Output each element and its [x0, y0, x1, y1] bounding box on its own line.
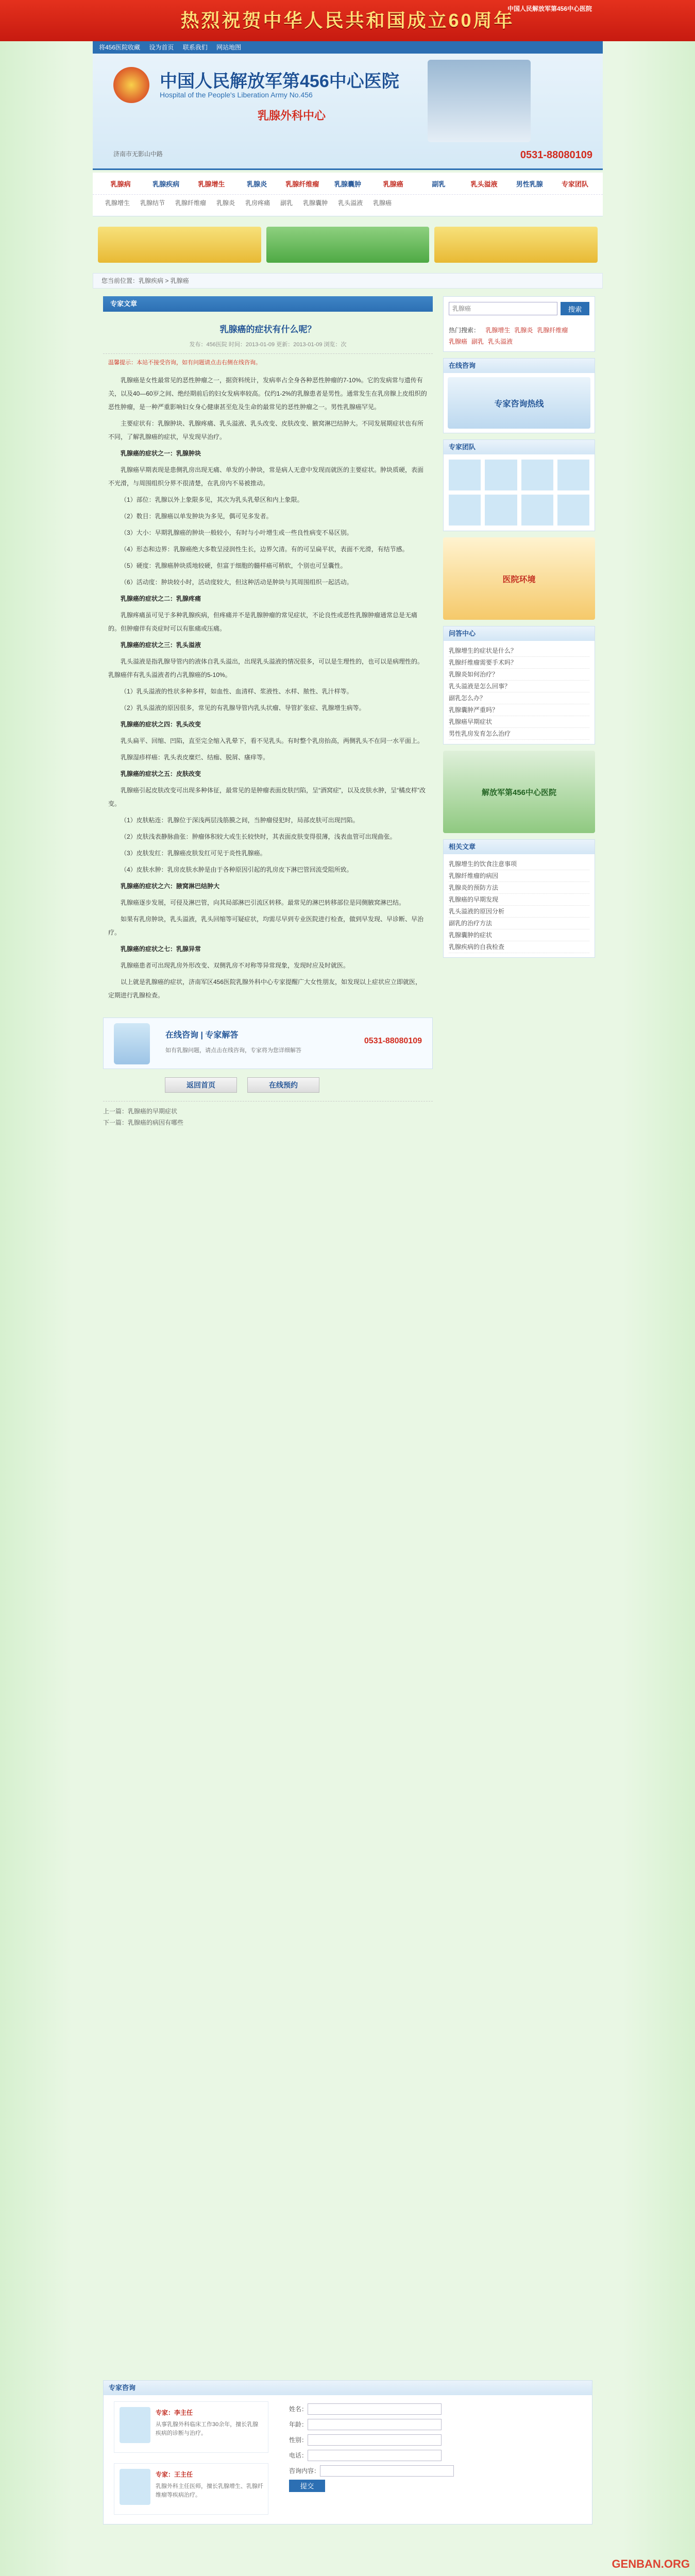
ad-banner-1[interactable] — [98, 227, 261, 263]
article-paragraph: 乳头扁平、回缩、凹陷，直至完全缩入乳晕下，看不见乳头。有时整个乳房抬高，两侧乳头不在同一水平面上。 — [121, 737, 424, 744]
expert-avatar[interactable] — [521, 495, 553, 526]
menu-item[interactable]: 乳头溢液 — [470, 180, 498, 188]
submenu-item[interactable]: 乳腺纤维瘤 — [175, 199, 207, 207]
hot-label: 热门搜索： — [449, 327, 480, 334]
related-title: 相关文章 — [444, 840, 595, 854]
submenu-item[interactable]: 乳房疼痛 — [245, 199, 270, 207]
article-paragraph: （2）数目：乳腺癌以单发肿块为多见，偶可见多发者。 — [121, 513, 273, 520]
related-article[interactable]: 乳腺增生的饮食注意事项 — [449, 858, 589, 870]
qa-item[interactable]: 乳头溢液是怎么回事？ — [449, 681, 589, 692]
next-article-link[interactable]: 下一篇：乳腺癌的病因有哪些 — [103, 1119, 184, 1126]
ad-banner-3[interactable] — [434, 227, 598, 263]
consult-form — [289, 2401, 578, 2494]
menu-item[interactable]: 乳腺炎 — [247, 180, 267, 188]
qa-item[interactable]: 男性乳房发育怎么治疗 — [449, 728, 589, 740]
related-article[interactable]: 乳腺疾病的自我检查 — [449, 941, 589, 953]
qa-item[interactable]: 乳腺增生的症状是什么？ — [449, 645, 589, 657]
header-photo — [428, 60, 531, 142]
expert-name: 专家：李主任 — [156, 2409, 193, 2416]
promo-hotline-text: 专家咨询热线 — [494, 399, 544, 409]
form-label-name: 姓名： — [289, 2405, 308, 2413]
prev-next — [103, 1101, 433, 1128]
related-box — [443, 839, 595, 958]
menu-item[interactable]: 男性乳腺 — [516, 180, 543, 188]
header-address: 济南市无影山中路 — [113, 150, 163, 158]
section-heading: 乳腺癌的症状之六：腋窝淋巴结肿大 — [121, 883, 220, 890]
article-body — [103, 374, 433, 1002]
search-input[interactable] — [449, 302, 557, 315]
article-paragraph: （2）皮肤浅表静脉曲张：肿瘤体积较大或生长较快时，其表面皮肤变得很薄，浅表血管可出现曲张。 — [121, 833, 396, 840]
consult-phone: 0531-88080109 — [364, 1037, 422, 1045]
department-name: 乳腺外科中心 — [258, 109, 326, 122]
form-label-age: 年龄： — [289, 2421, 308, 2428]
article-paragraph: （4）形态和边界：乳腺癌绝大多数呈浸润性生长，边界欠清。有的可呈扁平状，表面不光滑，有结节感。 — [121, 546, 409, 553]
toplink-contact[interactable]: 联系我们 — [182, 44, 208, 51]
expert-avatar — [120, 2469, 150, 2505]
form-label-content: 咨询内容： — [289, 2467, 320, 2475]
submenu-item[interactable]: 乳腺炎 — [216, 199, 235, 207]
hospital-logo[interactable] — [113, 67, 149, 103]
menu-item[interactable]: 乳腺病 — [110, 180, 131, 188]
article-paragraph: 乳腺湿疹样癌：乳头表皮糜烂、结痂、脱屑、瘙痒等。 — [121, 754, 269, 761]
expert-avatar[interactable] — [449, 495, 481, 526]
main-menu-row — [93, 173, 603, 194]
hospital-name: 中国人民解放军第456中心医院 — [160, 72, 399, 91]
promo-environment[interactable] — [443, 537, 595, 620]
menu-item[interactable]: 乳腺增生 — [198, 180, 225, 188]
site-watermark: GENBAN.ORG — [612, 2557, 690, 2570]
article-paragraph: （1）部位：乳腺以外上象限多见，其次为乳头乳晕区和内上象限。 — [121, 496, 303, 503]
section-heading: 乳腺癌的症状之一：乳腺肿块 — [121, 450, 201, 457]
qa-box — [443, 626, 595, 744]
section-heading: 乳腺癌的症状之四：乳头改变 — [121, 721, 201, 728]
hot-keyword[interactable]: 乳腺增生 — [485, 327, 511, 334]
article-paragraph: （5）硬度：乳腺癌肿块质地较硬，但富于细胞的髓样癌可稍软，个别也可呈囊性。 — [121, 562, 347, 569]
toplink-homepage[interactable]: 设为首页 — [149, 44, 174, 51]
qa-title: 问答中心 — [444, 626, 595, 641]
banner-slogan: 热烈祝贺中华人民共和国成立60周年 — [180, 10, 515, 31]
back-home-button[interactable]: 返回首页 — [165, 1077, 237, 1093]
menu-item[interactable]: 专家团队 — [561, 180, 588, 188]
top-banner — [0, 0, 695, 41]
toplink-sitemap[interactable]: 网站地图 — [216, 44, 242, 51]
article-paragraph: （2）乳头溢液的原因很多，常见的有乳腺导管内乳头状瘤、导管扩张症、乳腺增生病等。 — [121, 704, 365, 711]
expert-desc: 乳腺外科主任医师，擅长乳腺增生、乳腺纤维瘤等疾病治疗。 — [156, 2483, 263, 2498]
submenu-item[interactable]: 乳腺结节 — [140, 199, 165, 207]
qa-item[interactable]: 乳腺炎如何治疗？ — [449, 669, 589, 681]
article-meta: 发布：456医院 时间：2013-01-09 更新：2013-01-09 浏览：次 — [103, 340, 433, 354]
article-paragraph: （3）皮肤发红：乳腺癌皮肤发红可见于炎性乳腺癌。 — [121, 850, 266, 857]
article-paragraph: 以上就是乳腺癌的症状，济南军区456医院乳腺外科中心专家提醒广大女性朋友，如发现以上症状应立即就医，定期进行乳腺检查。 — [108, 978, 422, 999]
expert-card-1[interactable] — [114, 2401, 268, 2453]
consult-title[interactable]: 在线咨询 | 专家解答 — [165, 1031, 239, 1040]
submenu-item[interactable]: 乳腺癌 — [373, 199, 392, 207]
toplink-favorite[interactable]: 将456医院收藏 — [99, 44, 141, 51]
expert-box — [443, 439, 595, 531]
nav-buttons — [103, 1077, 433, 1093]
qa-item[interactable]: 乳腺癌早期症状 — [449, 716, 589, 728]
article-paragraph: 乳头溢液是指乳腺导管内的液体自乳头溢出，出现乳头溢液的情况很多，可以是生理性的，也可以是病理性的。乳腺癌伴有乳头溢液者约占乳腺癌的5-10%。 — [108, 658, 424, 679]
expert-avatar[interactable] — [557, 460, 589, 490]
expert-avatar[interactable] — [485, 460, 517, 490]
article-paragraph: （6）活动度：肿块较小时，活动度较大，但这种活动是肿块与其周围组织一起活动。 — [121, 579, 353, 586]
submenu-item[interactable]: 乳腺增生 — [105, 199, 130, 207]
article-paragraph: （3）大小：早期乳腺癌的肿块一般较小，有时与小叶增生或一些良性病变不易区别。 — [121, 529, 353, 536]
expert-name: 专家：王主任 — [156, 2471, 193, 2478]
chat-title: 专家咨询 — [104, 2381, 592, 2395]
section-heading: 乳腺癌的症状之七：乳腺异常 — [121, 945, 201, 953]
section-heading: 乳腺癌的症状之三：乳头溢液 — [121, 641, 201, 649]
article-paragraph: （1）皮肤粘连：乳腺位于深浅两层浅筋膜之间，当肿瘤侵犯时，局部皮肤可出现凹陷。 — [121, 817, 359, 824]
related-article[interactable]: 乳腺纤维瘤的病因 — [449, 870, 589, 882]
form-label-gender: 性别： — [289, 2436, 308, 2444]
hot-keywords — [444, 320, 595, 351]
site-header — [93, 41, 603, 170]
name-field[interactable] — [308, 2403, 442, 2415]
menu-item[interactable]: 乳腺纤维瘤 — [285, 180, 319, 188]
qa-item[interactable]: 乳腺囊肿严重吗？ — [449, 704, 589, 716]
submenu-item[interactable]: 乳腺囊肿 — [303, 199, 328, 207]
expert-desc: 从事乳腺外科临床工作30余年，擅长乳腺疾病的诊断与治疗。 — [156, 2421, 259, 2436]
article-paragraph: 乳腺癌早期表现是患侧乳房出现无痛、单发的小肿块，常是病人无意中发现而就医的主要症状。肿块质硬，表面不光滑，与周围组织分界不很清楚，在乳房内不易被推动。 — [108, 466, 424, 487]
hot-keyword[interactable]: 乳头溢液 — [488, 338, 513, 345]
age-field[interactable] — [308, 2419, 442, 2430]
promo-hotline[interactable] — [448, 377, 590, 429]
promo-environment-text: 医院环境 — [502, 575, 536, 584]
header-top-links — [93, 41, 603, 54]
qa-item[interactable]: 副乳怎么办？ — [449, 692, 589, 704]
phone-field[interactable] — [308, 2450, 442, 2461]
breadcrumb: 您当前位置：乳腺疾病 > 乳腺癌 — [93, 273, 603, 289]
article-paragraph: （4）皮肤水肿：乳房皮肤水肿是由于各种原因引起的乳房皮下淋巴管回流受阻所致。 — [121, 866, 353, 873]
hot-keyword[interactable]: 乳腺炎 — [514, 327, 533, 334]
submenu-item[interactable]: 副乳 — [280, 199, 293, 207]
expert-avatar[interactable] — [449, 460, 481, 490]
doctor-image — [114, 1023, 150, 1064]
online-title: 在线咨询 — [444, 359, 595, 373]
banner-tag: 中国人民解放军第456中心医院 — [507, 5, 592, 12]
online-box — [443, 358, 595, 433]
consult-box[interactable] — [103, 1018, 433, 1069]
related-article[interactable]: 乳头溢液的原因分析 — [449, 906, 589, 918]
ad-strip — [93, 222, 603, 268]
article-paragraph: 乳腺疼痛虽可见于多种乳腺疾病，但疼痛并不是乳腺肿瘤的常见症状，不论良性或恶性乳腺肿瘤通常总是无痛的。但肿瘤伴有炎症时可以有胀痛或压痛。 — [108, 612, 418, 632]
form-label-phone: 电话： — [289, 2452, 308, 2459]
article-paragraph: 乳腺癌逐步发展，可侵及淋巴管，向其局部淋巴引流区转移。最常见的淋巴转移部位是同侧腋窝淋巴结。 — [121, 899, 405, 906]
expert-title: 专家团队 — [444, 440, 595, 454]
article-paragraph: 乳腺癌患者可出现乳房外形改变、双侧乳房不对称等异常现象，发现时应及时就医。 — [121, 962, 350, 969]
related-article[interactable]: 副乳的治疗方法 — [449, 918, 589, 929]
ad-banner-2[interactable] — [266, 227, 430, 263]
hot-keyword[interactable]: 乳腺癌 — [449, 338, 468, 345]
prev-article-link[interactable]: 上一篇：乳腺癌的早期症状 — [103, 1108, 178, 1115]
online-booking-button[interactable]: 在线预约 — [247, 1077, 319, 1093]
article-paragraph: 如果有乳房肿块，乳头溢液，乳头回缩等可疑症状，均需尽早到专业医院进行检查，做到早发现、早诊断、早治疗。 — [108, 916, 424, 936]
content-field[interactable] — [320, 2465, 454, 2477]
section-heading: 乳腺癌的症状之二：乳腺疼痛 — [121, 595, 201, 602]
expert-avatar[interactable] — [557, 495, 589, 526]
article-paragraph: 主要症状有：乳腺肿块、乳腺疼痛、乳头溢液、乳头改变、皮肤改变、腋窝淋巴结肿大。不同发展期症状也有所不同，了解乳腺癌的症状，早发现早治疗。 — [108, 420, 424, 440]
related-article[interactable]: 乳腺囊肿的症状 — [449, 929, 589, 941]
expert-avatar — [120, 2407, 150, 2443]
article-paragraph: 乳腺癌引起皮肤改变可出现多种体征，最常见的是肿瘤表面皮肤凹陷，呈“酒窝症”，以及皮肤水肿，呈“橘皮样”改变。 — [108, 787, 426, 807]
related-article[interactable]: 乳腺炎的预防方法 — [449, 882, 589, 894]
expert-avatar[interactable] — [521, 460, 553, 490]
hospital-subtitle: Hospital of the People's Liberation Army No.456 — [160, 91, 313, 99]
submenu-item[interactable]: 乳头溢液 — [338, 199, 363, 207]
expert-grid — [444, 454, 595, 531]
promo-hospital-text: 解放军第456中心医院 — [481, 788, 557, 797]
expert-card-2[interactable] — [114, 2463, 268, 2515]
menu-item[interactable]: 乳腺囊肿 — [334, 180, 362, 188]
menu-item[interactable]: 乳腺癌 — [383, 180, 403, 188]
search-button[interactable]: 搜索 — [561, 302, 589, 315]
search-box — [443, 296, 595, 352]
menu-item[interactable]: 副乳 — [432, 180, 446, 188]
qa-item[interactable]: 乳腺纤维瘤需要手术吗？ — [449, 657, 589, 669]
article-section-label: 专家文章 — [103, 296, 433, 312]
expert-avatar[interactable] — [485, 495, 517, 526]
main-content — [103, 296, 433, 1128]
article-note: 温馨提示：本站不接受咨询，如有问题请点击右侧在线咨询。 — [108, 360, 261, 366]
main-menu — [93, 173, 603, 216]
consult-hint: 如有乳腺问题，请点击在线咨询，专家将为您详细解答 — [165, 1047, 301, 1054]
section-heading: 乳腺癌的症状之五：皮肤改变 — [121, 770, 201, 777]
promo-hospital[interactable] — [443, 751, 595, 833]
article-paragraph: 乳腺癌是女性最常见的恶性肿瘤之一，据资料统计，发病率占全身各种恶性肿瘤的7-10%。它的发病常与遗传有关，以及40—60岁之间、绝经期前后的妇女发病率较高。仅约1-2%的乳腺患者是男性。通常发生在乳房腺上皮组织的恶性肿瘤，是一种严重影响妇女身心健康甚至危及生命的最常见的恶性肿瘤之一。男性乳腺癌罕见。 — [108, 377, 427, 411]
sidebar — [443, 296, 595, 964]
hot-keyword[interactable]: 乳腺纤维瘤 — [537, 327, 568, 334]
hot-keyword[interactable]: 副乳 — [471, 338, 484, 345]
expert-consult-panel — [103, 2380, 592, 2524]
gender-field[interactable] — [308, 2434, 442, 2446]
related-list — [444, 854, 595, 957]
header-phone: 0531-88080109 — [520, 149, 592, 161]
menu-item[interactable]: 乳腺疾病 — [152, 180, 180, 188]
related-article[interactable]: 乳腺癌的早期发现 — [449, 894, 589, 906]
article-title: 乳腺癌的症状有什么呢？ — [219, 325, 316, 334]
sub-menu-row — [93, 194, 603, 211]
article-paragraph: （1）乳头溢液的性状多种多样，如血性、血清样、浆液性、水样、脓性、乳汁样等。 — [121, 688, 353, 695]
submit-button[interactable]: 提交 — [289, 2480, 325, 2492]
qa-list — [444, 641, 595, 744]
